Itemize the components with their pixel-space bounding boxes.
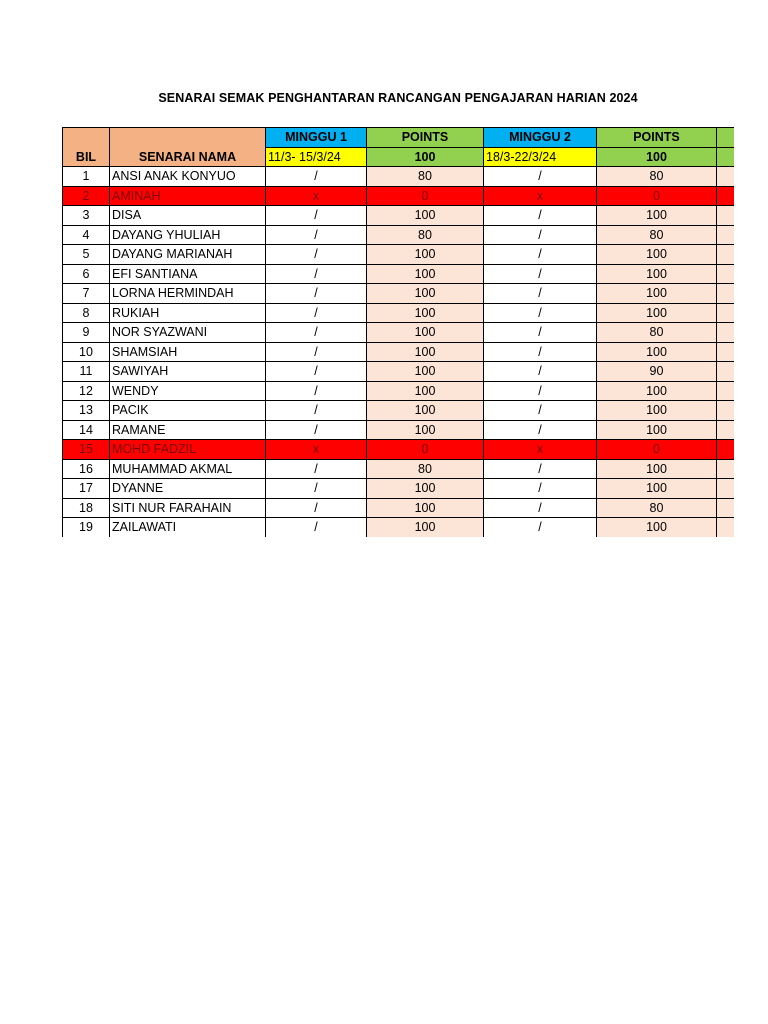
header-extra-cell — [717, 147, 735, 167]
cell-nama[interactable]: MUHAMMAD AKMAL — [110, 459, 266, 479]
cell-extra[interactable] — [717, 303, 735, 323]
cell-minggu-2[interactable]: / — [484, 362, 597, 382]
cell-nama[interactable]: NOR SYAZWANI — [110, 323, 266, 343]
cell-nama[interactable]: WENDY — [110, 381, 266, 401]
cell-bil[interactable]: 4 — [63, 225, 110, 245]
cell-points-2[interactable]: 100 — [597, 420, 717, 440]
cell-extra[interactable] — [717, 245, 735, 265]
table-row — [63, 479, 735, 499]
header-points-2-total: 100 — [597, 147, 717, 167]
cell-bil[interactable]: 8 — [63, 303, 110, 323]
header-minggu-1: MINGGU 1 — [266, 128, 367, 148]
checklist-table — [62, 127, 734, 537]
cell-minggu-2[interactable]: / — [484, 420, 597, 440]
cell-minggu-1[interactable]: / — [266, 167, 367, 187]
cell-nama[interactable]: SAWIYAH — [110, 362, 266, 382]
header-minggu-2: MINGGU 2 — [484, 128, 597, 148]
table-row — [63, 284, 735, 304]
sheet-title: SENARAI SEMAK PENGHANTARAN RANCANGAN PENGAJARAN HARIAN 2024 — [158, 91, 638, 105]
cell-extra[interactable] — [717, 167, 735, 187]
table-row — [63, 323, 735, 343]
cell-minggu-2[interactable]: / — [484, 167, 597, 187]
cell-minggu-1[interactable]: / — [266, 303, 367, 323]
table-row — [63, 381, 735, 401]
cell-minggu-1[interactable]: / — [266, 381, 367, 401]
cell-extra[interactable] — [717, 420, 735, 440]
cell-minggu-1[interactable]: / — [266, 225, 367, 245]
cell-minggu-1[interactable]: / — [266, 245, 367, 265]
cell-points-2[interactable]: 100 — [597, 479, 717, 499]
table-row — [63, 206, 735, 226]
cell-minggu-2[interactable]: / — [484, 498, 597, 518]
header-row-1 — [63, 128, 735, 148]
cell-extra[interactable] — [717, 440, 735, 460]
cell-points-2[interactable]: 100 — [597, 303, 717, 323]
cell-minggu-2[interactable]: / — [484, 342, 597, 362]
cell-minggu-1[interactable]: x — [266, 186, 367, 206]
cell-minggu-2[interactable]: x — [484, 186, 597, 206]
cell-bil[interactable]: 18 — [63, 498, 110, 518]
cell-minggu-2[interactable]: / — [484, 459, 597, 479]
cell-extra[interactable] — [717, 225, 735, 245]
cell-bil[interactable]: 15 — [63, 440, 110, 460]
cell-points-1[interactable]: 100 — [367, 342, 484, 362]
cell-bil[interactable]: 16 — [63, 459, 110, 479]
cell-extra[interactable] — [717, 479, 735, 499]
table-row — [63, 420, 735, 440]
cell-points-2[interactable]: 100 — [597, 206, 717, 226]
cell-points-1[interactable]: 100 — [367, 479, 484, 499]
cell-minggu-2[interactable]: / — [484, 323, 597, 343]
cell-bil[interactable]: 11 — [63, 362, 110, 382]
cell-extra[interactable] — [717, 342, 735, 362]
cell-minggu-2[interactable]: / — [484, 518, 597, 538]
cell-minggu-1[interactable]: / — [266, 323, 367, 343]
cell-extra[interactable] — [717, 459, 735, 479]
cell-nama[interactable]: PACIK — [110, 401, 266, 421]
cell-bil[interactable]: 13 — [63, 401, 110, 421]
cell-points-1[interactable]: 0 — [367, 440, 484, 460]
cell-nama[interactable]: DISA — [110, 206, 266, 226]
cell-extra[interactable] — [717, 518, 735, 538]
cell-minggu-2[interactable]: / — [484, 225, 597, 245]
cell-extra[interactable] — [717, 206, 735, 226]
cell-nama[interactable]: SHAMSIAH — [110, 342, 266, 362]
header-senarai-nama: SENARAI NAMA — [110, 128, 266, 167]
cell-bil[interactable]: 17 — [63, 479, 110, 499]
cell-minggu-1[interactable]: / — [266, 498, 367, 518]
cell-minggu-1[interactable]: / — [266, 479, 367, 499]
cell-minggu-1[interactable]: / — [266, 459, 367, 479]
header-extra-cell — [717, 128, 735, 148]
cell-minggu-2[interactable]: / — [484, 381, 597, 401]
cell-nama[interactable]: ZAILAWATI — [110, 518, 266, 538]
cell-minggu-2[interactable]: / — [484, 303, 597, 323]
cell-points-2[interactable]: 100 — [597, 342, 717, 362]
header-points-1-total: 100 — [367, 147, 484, 167]
cell-points-2[interactable]: 80 — [597, 498, 717, 518]
cell-nama[interactable]: ANSI ANAK KONYUO — [110, 167, 266, 187]
cell-nama[interactable]: RAMANE — [110, 420, 266, 440]
cell-nama[interactable]: EFI SANTIANA — [110, 264, 266, 284]
cell-points-1[interactable]: 100 — [367, 284, 484, 304]
cell-points-2[interactable]: 100 — [597, 401, 717, 421]
cell-bil[interactable]: 19 — [63, 518, 110, 538]
cell-minggu-2[interactable]: / — [484, 206, 597, 226]
cell-points-2[interactable]: 100 — [597, 264, 717, 284]
cell-nama[interactable]: DYANNE — [110, 479, 266, 499]
cell-points-2[interactable]: 0 — [597, 440, 717, 460]
cell-points-2[interactable]: 80 — [597, 323, 717, 343]
cell-points-1[interactable]: 100 — [367, 303, 484, 323]
cell-minggu-1[interactable]: / — [266, 284, 367, 304]
table-row — [63, 440, 735, 460]
spreadsheet-table-viewport — [62, 127, 734, 537]
cell-extra[interactable] — [717, 186, 735, 206]
cell-points-1[interactable]: 100 — [367, 323, 484, 343]
header-minggu-1-date: 11/3- 15/3/24 — [266, 147, 367, 167]
cell-minggu-1[interactable]: / — [266, 264, 367, 284]
cell-extra[interactable] — [717, 381, 735, 401]
cell-minggu-1[interactable]: / — [266, 420, 367, 440]
cell-nama[interactable]: SITI NUR FARAHAIN — [110, 498, 266, 518]
header-minggu-2-date: 18/3-22/3/24 — [484, 147, 597, 167]
cell-points-1[interactable]: 100 — [367, 420, 484, 440]
table-row — [63, 498, 735, 518]
cell-extra[interactable] — [717, 362, 735, 382]
cell-points-1[interactable]: 100 — [367, 206, 484, 226]
cell-minggu-1[interactable]: / — [266, 342, 367, 362]
cell-bil[interactable]: 6 — [63, 264, 110, 284]
cell-nama[interactable]: DAYANG MARIANAH — [110, 245, 266, 265]
cell-bil[interactable]: 10 — [63, 342, 110, 362]
cell-extra[interactable] — [717, 264, 735, 284]
cell-points-2[interactable]: 100 — [597, 518, 717, 538]
table-row — [63, 362, 735, 382]
cell-minggu-1[interactable]: / — [266, 401, 367, 421]
cell-points-1[interactable]: 80 — [367, 167, 484, 187]
cell-bil[interactable]: 7 — [63, 284, 110, 304]
cell-minggu-2[interactable]: / — [484, 401, 597, 421]
table-row — [63, 518, 735, 538]
cell-minggu-2[interactable]: / — [484, 284, 597, 304]
cell-points-2[interactable]: 80 — [597, 225, 717, 245]
cell-points-2[interactable]: 100 — [597, 245, 717, 265]
cell-minggu-2[interactable]: / — [484, 264, 597, 284]
cell-extra[interactable] — [717, 498, 735, 518]
header-points-2: POINTS — [597, 128, 717, 148]
cell-minggu-2[interactable]: x — [484, 440, 597, 460]
cell-points-2[interactable]: 100 — [597, 284, 717, 304]
cell-points-1[interactable]: 80 — [367, 225, 484, 245]
cell-points-1[interactable]: 100 — [367, 245, 484, 265]
cell-minggu-1[interactable]: / — [266, 206, 367, 226]
cell-bil[interactable]: 5 — [63, 245, 110, 265]
cell-points-1[interactable]: 100 — [367, 518, 484, 538]
cell-minggu-1[interactable]: / — [266, 518, 367, 538]
table-row — [63, 401, 735, 421]
cell-points-1[interactable]: 100 — [367, 362, 484, 382]
table-row — [63, 264, 735, 284]
cell-minggu-2[interactable]: / — [484, 479, 597, 499]
cell-extra[interactable] — [717, 284, 735, 304]
table-row — [63, 225, 735, 245]
cell-points-1[interactable]: 100 — [367, 498, 484, 518]
cell-bil[interactable]: 12 — [63, 381, 110, 401]
cell-bil[interactable]: 2 — [63, 186, 110, 206]
cell-points-1[interactable]: 100 — [367, 401, 484, 421]
cell-minggu-2[interactable]: / — [484, 245, 597, 265]
table-row — [63, 167, 735, 187]
cell-points-1[interactable]: 100 — [367, 381, 484, 401]
cell-bil[interactable]: 9 — [63, 323, 110, 343]
header-points-1: POINTS — [367, 128, 484, 148]
cell-points-2[interactable]: 90 — [597, 362, 717, 382]
table-row — [63, 342, 735, 362]
cell-points-2[interactable]: 100 — [597, 381, 717, 401]
table-row — [63, 303, 735, 323]
cell-bil[interactable]: 14 — [63, 420, 110, 440]
table-row — [63, 245, 735, 265]
cell-points-1[interactable]: 0 — [367, 186, 484, 206]
cell-minggu-1[interactable]: x — [266, 440, 367, 460]
cell-nama[interactable]: DAYANG YHULIAH — [110, 225, 266, 245]
cell-extra[interactable] — [717, 323, 735, 343]
cell-points-2[interactable]: 80 — [597, 167, 717, 187]
cell-points-1[interactable]: 100 — [367, 264, 484, 284]
cell-nama[interactable]: RUKIAH — [110, 303, 266, 323]
cell-bil[interactable]: 3 — [63, 206, 110, 226]
table-row — [63, 459, 735, 479]
header-bil: BIL — [63, 128, 110, 167]
cell-nama[interactable]: LORNA HERMINDAH — [110, 284, 266, 304]
cell-minggu-1[interactable]: / — [266, 362, 367, 382]
cell-bil[interactable]: 1 — [63, 167, 110, 187]
cell-nama[interactable]: MOHD FADZIL — [110, 440, 266, 460]
cell-points-1[interactable]: 80 — [367, 459, 484, 479]
cell-points-2[interactable]: 0 — [597, 186, 717, 206]
cell-extra[interactable] — [717, 401, 735, 421]
table-row — [63, 186, 735, 206]
cell-points-2[interactable]: 100 — [597, 459, 717, 479]
cell-nama[interactable]: AMINAH — [110, 186, 266, 206]
